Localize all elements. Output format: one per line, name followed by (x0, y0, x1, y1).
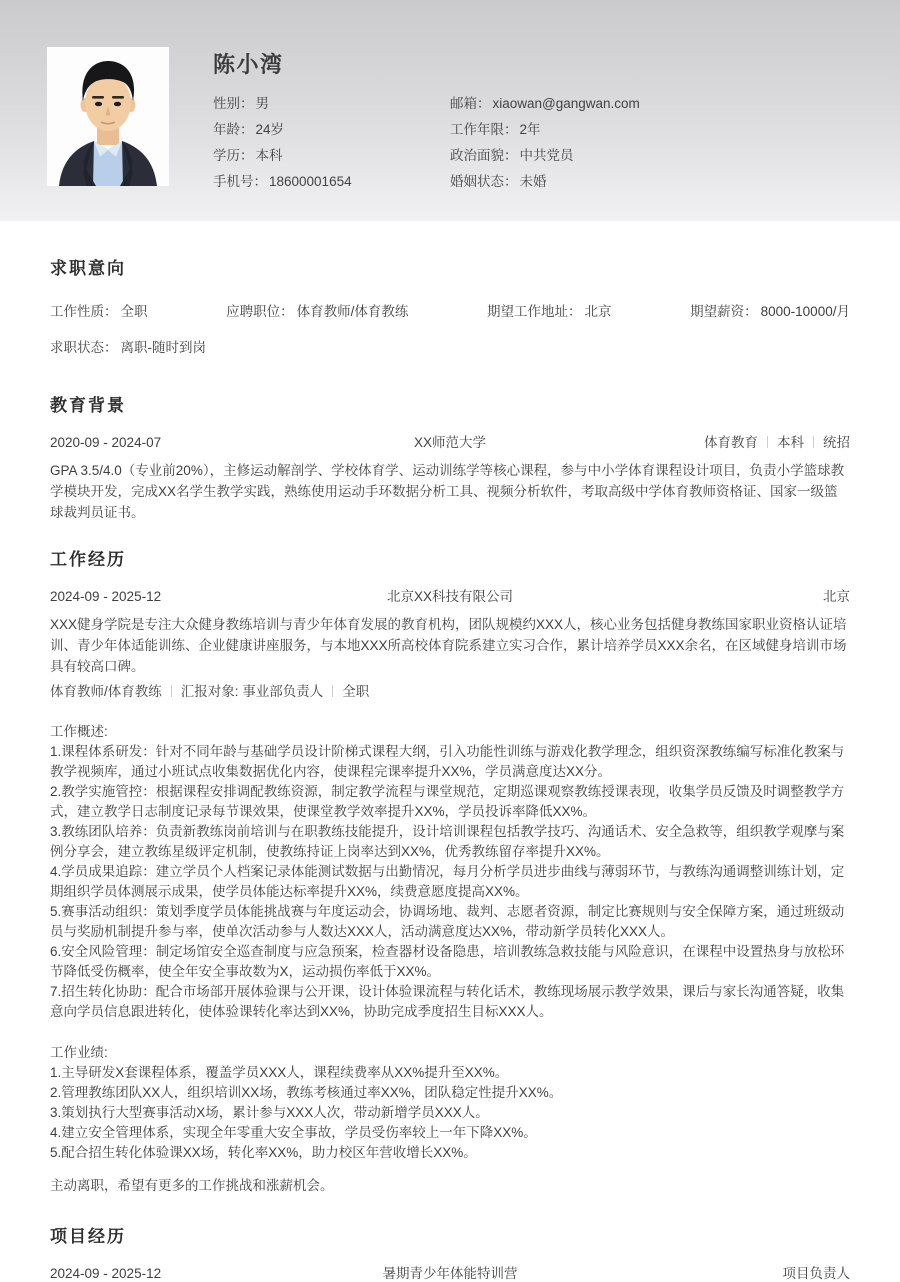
field-value: 男 (255, 96, 269, 111)
work-achievement-item: 5.配合招生转化体验课XX场，转化率XX%，助力校区年营收增长XX%。 (50, 1145, 477, 1160)
project-period: 2024-09 - 2025-12 (50, 1266, 162, 1281)
field-label: 婚姻状态： (450, 174, 518, 189)
work-overview-item: 4.学员成果追踪：建立学员个人档案记录体能测试数据与出勤情况，每月分析学员进步曲线与薄弱环节，与教练沟通调整训练计划，定期组织学员体测展示成果，使学员体能达标率提升XX%，续费意愿度提高XX%。 (50, 864, 845, 899)
field-label: 求职状态： (50, 340, 118, 355)
work-achievement-item: 1.主导研发X套课程体系，覆盖学员XXX人，课程续费率从XX%提升至XX%。 (50, 1065, 509, 1080)
education-period: 2020-09 - 2024-07 (50, 435, 162, 450)
header-fields (213, 91, 850, 195)
education-major: 体育教育 (704, 435, 758, 450)
expected-salary-field (690, 304, 850, 319)
field-label: 工作年限： (450, 122, 518, 137)
separator (767, 436, 768, 448)
work-position: 体育教师/体育教练 (50, 684, 162, 699)
field-value: 中共党员 (519, 148, 574, 163)
field-label: 年龄： (213, 122, 254, 137)
work-overview (50, 722, 850, 1022)
job-intent-row-1 (50, 304, 850, 319)
header-field-education (213, 143, 450, 169)
work-location: 北京 (823, 589, 850, 604)
work-period: 2024-09 - 2025-12 (50, 589, 162, 604)
work-overview-item: 3.教练团队培养：负责新教练岗前培训与在职教练技能提升，设计培训课程包括教学技巧、沟通话术、安全急救等，组织教学观摩与案例分享会，建立教练星级评定机制，使教练持证上岗率达到XX%，优秀教练留存率提升XX%。 (50, 824, 845, 859)
separator (813, 436, 814, 448)
work-achievement-item: 2.管理教练团队XX人，组织培训XX场，教练考核通过率XX%，团队稳定性提升XX%。 (50, 1085, 563, 1100)
field-label: 工作性质： (50, 304, 118, 319)
work-overview-heading: 工作概述: (50, 724, 108, 739)
leave-reason: 主动离职，希望有更多的工作挑战和涨薪机会。 (50, 1178, 334, 1193)
work-entry-row (50, 589, 850, 605)
resume-body (0, 258, 900, 1282)
candidate-name: 陈小湾 (213, 52, 284, 77)
project-entry-row (50, 1266, 850, 1282)
field-label: 应聘职位： (226, 304, 294, 319)
work-employment-type: 全职 (342, 684, 370, 699)
field-label: 期望薪资： (690, 304, 758, 319)
education-title: 教育背景 (50, 396, 126, 415)
project-role: 项目负责人 (782, 1266, 850, 1281)
work-overview-item: 1.课程体系研发：针对不同年龄与基础学员设计阶梯式课程大纲，引入功能性训练与游戏化教学理念，组织资深教练编写标准化教案与教学视频库，通过小班试点收集数据优化内容，使课程完课率提升XX%，学员满意度达XX分。 (50, 744, 845, 779)
field-label: 性别： (213, 96, 254, 111)
project-name: 暑期青少年体能特训营 (382, 1266, 518, 1281)
work-report-to: 汇报对象: 事业部负责人 (180, 684, 324, 699)
job-nature-field (50, 304, 148, 319)
work-achievement-item: 3.策划执行大型赛事活动X场，累计参与XXX人次，带动新增学员XXX人。 (50, 1105, 489, 1120)
header-field-work-years (450, 117, 850, 143)
target-position-field (226, 304, 408, 319)
work-achievements (50, 1043, 850, 1163)
work-overview-item: 5.赛事活动组织：策划季度学员体能挑战赛与年度运动会，协调场地、裁判、志愿者资源，制定比赛规则与安全保障方案，通过班级动员与奖励机制提升参与率，使单次活动参与人数达XXX人，活动满意度达XX%，带动新学员转化XXX人。 (50, 904, 845, 939)
separator (332, 685, 333, 697)
education-entry-row (50, 435, 850, 451)
header-field-political-status (450, 143, 850, 169)
header-field-email (450, 91, 850, 117)
field-value: 全职 (120, 304, 148, 319)
header-info (213, 52, 850, 195)
target-location-field (487, 304, 612, 319)
field-value: 北京 (584, 304, 612, 319)
education-enrollment: 统招 (823, 435, 850, 450)
field-value: 24岁 (255, 122, 285, 137)
job-intent-title: 求职意向 (50, 259, 126, 278)
field-label: 政治面貌： (450, 148, 518, 163)
header-field-gender (213, 91, 450, 117)
job-intent-row-2 (50, 340, 850, 355)
education-description: GPA 3.5/4.0（专业前20%），主修运动解剖学、学校体育学、运动训练学等核心课程，参与中小学体育课程设计项目，负责小学篮球教学模块开发，完成XX名学生教学实践，熟练使用运动手环数据分析工具、视频分析软件，考取高级中学体育教师资格证、国家一级篮球裁判员证书。 (50, 463, 845, 520)
field-value: 本科 (255, 148, 283, 163)
work-overview-item: 7.招生转化协助：配合市场部开展体验课与公开课，设计体验课流程与转化话术，教练现场展示教学效果，课后与家长沟通答疑，收集意向学员信息跟进转化，使体验课转化率达到XX%，协助完成季度招生目标XXX人。 (50, 984, 845, 1019)
field-value: 离职-随时到岗 (120, 340, 206, 355)
section-education (50, 395, 850, 523)
project-title: 项目经历 (50, 1227, 126, 1246)
section-work-experience (50, 549, 850, 1196)
field-value: 8000-10000/月 (760, 304, 850, 319)
field-value: 18600001654 (269, 174, 352, 189)
field-label: 手机号： (213, 174, 267, 189)
field-value: 2年 (519, 122, 541, 137)
education-tags (704, 435, 850, 451)
field-value: xiaowan@gangwan.com (492, 96, 640, 111)
field-label: 邮箱： (450, 96, 491, 111)
section-project-experience (50, 1226, 850, 1282)
education-degree: 本科 (777, 435, 804, 450)
header-field-age (213, 117, 450, 143)
education-school: XX师范大学 (413, 435, 487, 450)
work-achievement-item: 4.建立安全管理体系，实现全年零重大安全事故，学员受伤率较上一年下降XX%。 (50, 1125, 537, 1140)
header-field-marital-status (450, 169, 850, 195)
company-intro: XXX健身学院是专注大众健身教练培训与青少年体育发展的教育机构，团队规模约XXX人，核心业务包括健身教练国家职业资格认证培训、青少年体适能训练、企业健康讲座服务，与本地XXX所高校体育院系建立实习合作，累计培养学员XXX余名，在区域健身培训市场具有较高口碑。 (50, 617, 847, 674)
work-overview-item: 2.教学实施管控：根据课程安排调配教练资源，制定教学流程与课堂规范，定期巡课观察教练授课表现，收集学员反馈及时调整教学方式，建立教学日志制度记录每节课效果，使课堂教学效率提升XX%，学员投诉率降低XX%。 (50, 784, 845, 819)
work-company: 北京XX科技有限公司 (386, 589, 514, 604)
profile-photo (47, 47, 169, 186)
id-photo-man-icon (47, 47, 169, 186)
header-field-phone (213, 169, 450, 195)
field-value: 体育教师/体育教练 (296, 304, 409, 319)
work-overview-item: 6.安全风险管理：制定场馆安全巡查制度与应急预案，检查器材设备隐患，培训教练急救技能与风险意识，在课程中设置热身与放松环节降低受伤概率，使全年安全事故数为X，运动损伤率低于XX%。 (50, 944, 845, 979)
field-label: 学历： (213, 148, 254, 163)
section-job-intent (50, 258, 850, 355)
work-role-row (50, 683, 850, 701)
work-achievements-heading: 工作业绩: (50, 1045, 108, 1060)
job-status-field (50, 340, 206, 355)
separator (171, 685, 172, 697)
field-label: 期望工作地址： (487, 304, 582, 319)
field-value: 未婚 (519, 174, 547, 189)
resume-header (0, 0, 900, 221)
work-title: 工作经历 (50, 550, 126, 569)
